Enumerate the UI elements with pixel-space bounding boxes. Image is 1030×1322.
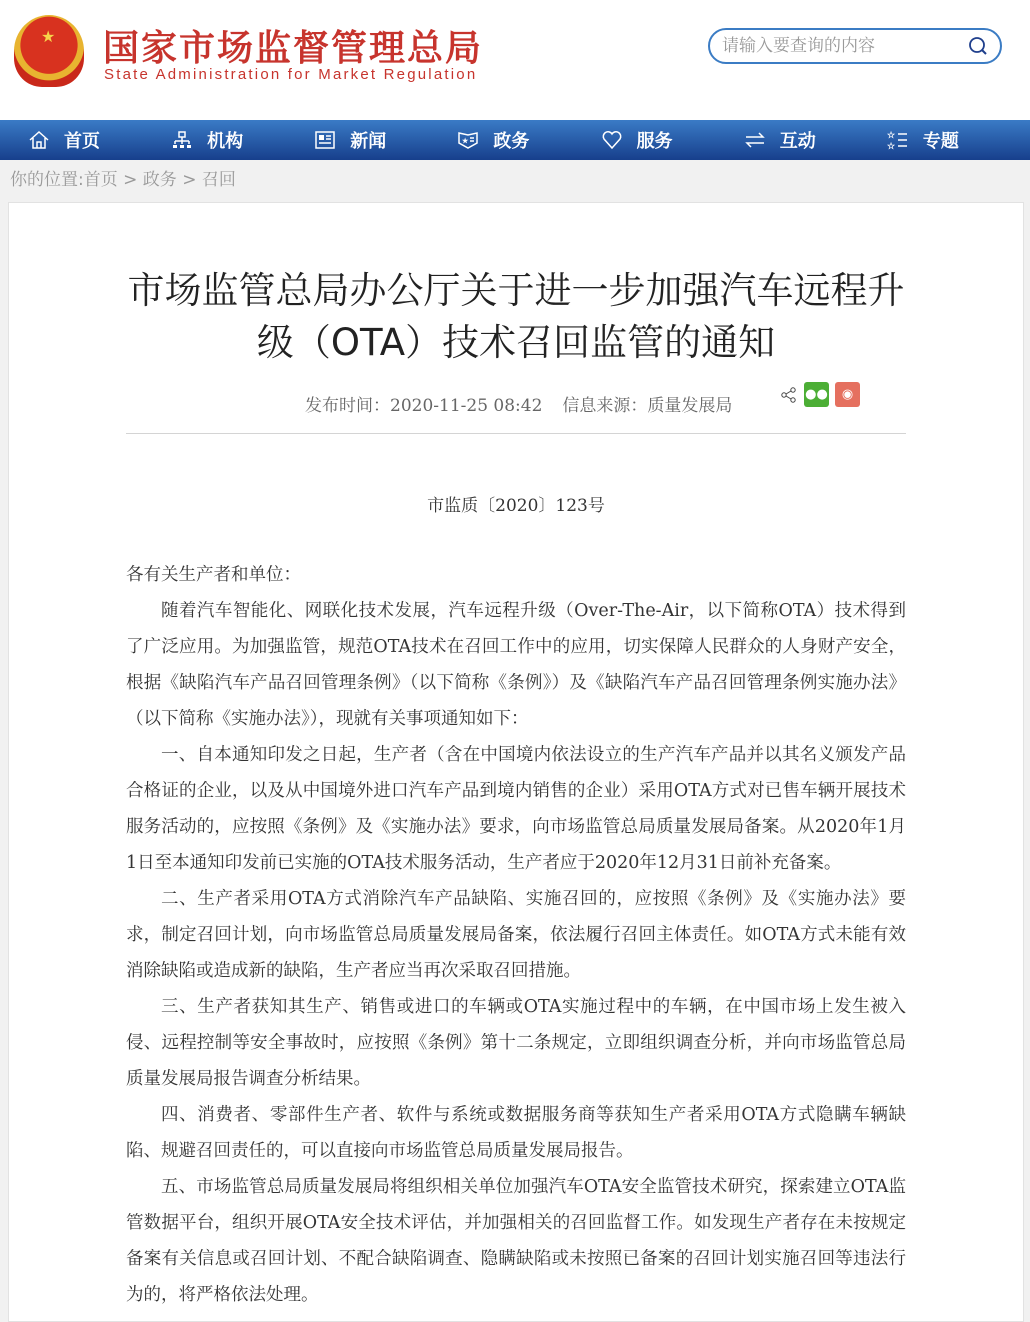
divider [126,433,906,434]
svg-text:★: ★ [462,136,469,145]
share-bar [780,382,860,407]
org-chart-icon [171,129,193,151]
nav-affairs[interactable] [457,120,600,160]
svg-text:☆: ☆ [886,131,895,141]
search-box [708,28,1002,64]
nav-news[interactable] [314,120,457,160]
article-body [126,557,906,1313]
source-label: 信息来源： [562,396,648,416]
breadcrumb-affairs[interactable]: 政务 [142,170,177,190]
paragraph: 四、消费者、零部件生产者、软件与系统或数据服务商等获知生产者采用OTA方式隐瞒车辆缺陷、规避召回责任的，可以直接向市场监管总局质量发展局报告。 [126,1105,906,1161]
nav-label: 政务 [493,131,530,152]
nav-home[interactable] [28,120,171,160]
breadcrumb [0,160,1030,200]
site-name-cn[interactable]: 国家市场监督管理总局 [103,28,484,69]
source-value: 质量发展局 [647,396,733,416]
search-input[interactable] [722,36,952,56]
nav-service[interactable] [601,120,744,160]
breadcrumb-sep: > [176,170,202,190]
article-meta [305,391,732,416]
heart-icon [601,129,623,151]
nav-interaction[interactable] [744,120,887,160]
breadcrumb-sep: > [117,170,143,190]
star-list-icon [887,129,909,151]
search-icon[interactable] [968,36,988,56]
exchange-icon [744,129,766,151]
salutation: 各有关生产者和单位： [126,565,301,585]
paragraph: 五、市场监管总局质量发展局将组织相关单位加强汽车OTA安全监管技术研究，探索建立OTA监管数据平台，组织开展OTA安全技术评估，并加强相关的召回监督工作。如发现生产者存在未按规定备案有关信息或召回计划、不配合缺陷调查、隐瞒缺陷或未按照已备案的召回计划实施召回等违法行为的，将严格依法处理。 [126,1177,906,1305]
nav-label: 互动 [779,131,816,152]
breadcrumb-home[interactable]: 首页 [83,170,118,190]
national-emblem-logo[interactable]: ★ [14,15,84,87]
breadcrumb-recall[interactable]: 召回 [201,170,236,190]
svg-text:☆: ☆ [886,142,895,151]
weibo-share-icon[interactable]: ◉ [835,382,860,407]
breadcrumb-prefix: 你的位置: [10,170,84,190]
paragraph: 三、生产者获知其生产、销售或进口的车辆或OTA实施过程中的车辆，在中国市场上发生被入侵、远程控制等安全事故时，应按照《条例》第十二条规定，立即组织调查分析，并向市场监管总局质量发展局报告调查分析结果。 [126,997,906,1089]
nav-label: 首页 [64,131,100,152]
wechat-share-icon[interactable]: ●● [804,382,829,407]
publish-label: 发布时间： [305,396,390,416]
nav-label: 专题 [922,131,959,152]
nav-label: 新闻 [350,131,387,152]
share-icon [780,386,798,404]
paragraph: 一、自本通知印发之日起，生产者（含在中国境内依法设立的生产汽车产品并以其名义颁发产品合格证的企业，以及从中国境外进口汽车产品到境内销售的企业）采用OTA方式对已售车辆开展技术服务活动的，应按照《条例》及《实施办法》要求，向市场监管总局质量发展局备案。从2020年1月1日至本通知印发前已实施的OTA技术服务活动，生产者应于2020年12月31日前补充备案。 [126,745,906,873]
nav-label: 机构 [207,131,244,152]
site-name-en: State Administration for Market Regulation [104,66,478,83]
main-nav [0,120,1030,160]
paragraph: 随着汽车智能化、网联化技术发展，汽车远程升级（Over-The-Air，以下简称OTA）技术得到了广泛应用。为加强监管，规范OTA技术在召回工作中的应用，切实保障人民群众的人身财产安全，根据《缺陷汽车产品召回管理条例》（以下简称《条例》）及《缺陷汽车产品召回管理条例实施办法》（以下简称《实施办法》），现就有关事项通知如下： [126,601,906,729]
site-header [0,0,1030,120]
nav-org[interactable] [171,120,314,160]
nav-topics[interactable] [887,120,1030,160]
document-number: 市监质〔2020〕123号 [427,496,605,516]
article-card [8,202,1024,1322]
publish-time: 2020-11-25 08:42 [390,396,543,416]
nav-label: 服务 [636,131,673,152]
article-title: 市场监管总局办公厅关于进一步加强汽车远程升级（OTA）技术召回监管的通知 [127,269,905,364]
shield-icon [457,129,479,151]
home-icon [28,129,50,151]
news-icon [314,129,336,151]
paragraph: 二、生产者采用OTA方式消除汽车产品缺陷、实施召回的，应按照《条例》及《实施办法》要求，制定召回计划，向市场监管总局质量发展局备案，依法履行召回主体责任。如OTA方式未能有效消除缺陷或造成新的缺陷，生产者应当再次采取召回措施。 [126,889,906,981]
